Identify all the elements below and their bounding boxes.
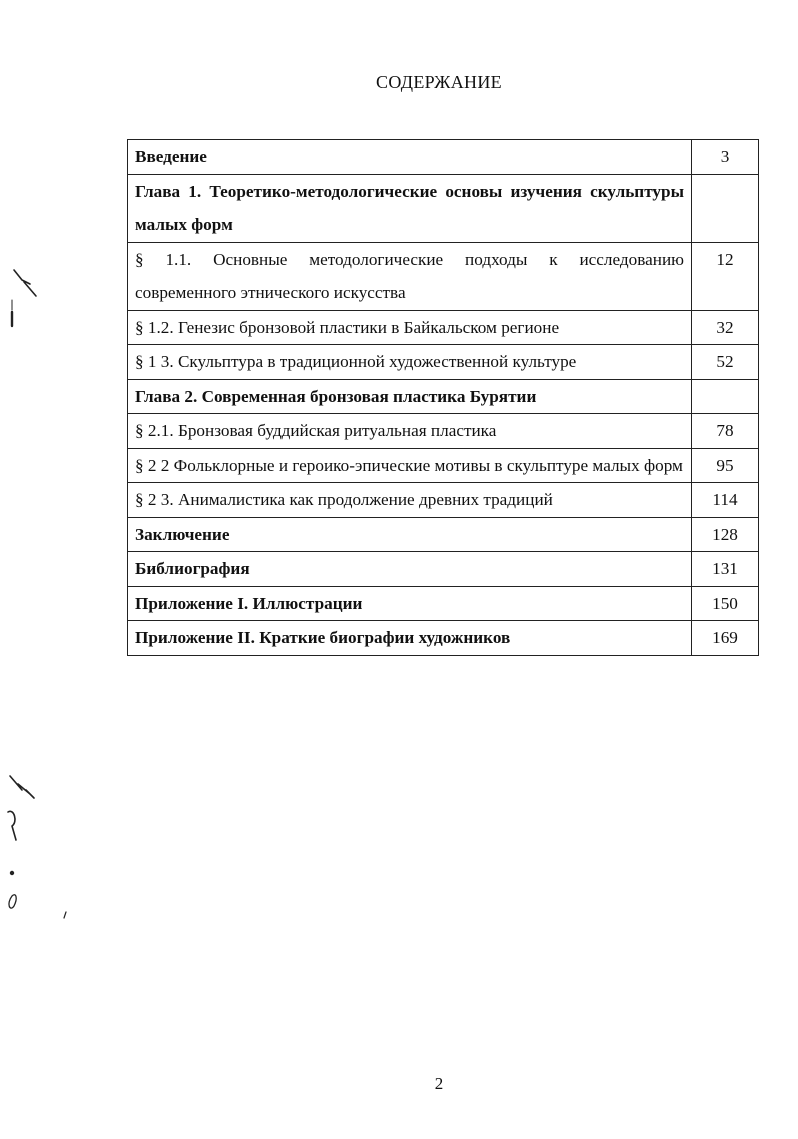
toc-row [128,379,759,414]
toc-row [128,414,759,449]
toc-entry-title: § 2.1. Бронзовая буддийская ритуальная пластика [128,414,692,449]
toc-row [128,448,759,483]
toc-row [128,517,759,552]
toc-entry-title: Библиография [128,552,692,587]
toc-entry-title: Заключение [128,517,692,552]
toc-entry-title: § 2 3. Анималистика как продолжение древних традиций [128,483,692,518]
table-of-contents [127,139,759,656]
toc-entry-title: § 1 3. Скульптура в традиционной художественной культуре [128,345,692,380]
toc-row [128,174,759,242]
toc-row [128,140,759,175]
toc-entry-page: 52 [692,345,759,380]
toc-entry-page: 95 [692,448,759,483]
toc-entry-page [692,174,759,242]
toc-entry-page [692,379,759,414]
scan-artifacts-icon [0,0,90,1139]
toc-entry-title: § 2 2 Фольклорные и героико-эпические мотивы в скульптуре малых форм [128,448,692,483]
toc-row [128,586,759,621]
toc-entry-title: Введение [128,140,692,175]
toc-entry-page: 3 [692,140,759,175]
page-number: 2 [434,1074,444,1093]
toc-entry-page: 12 [692,242,759,310]
toc-entry-title: Глава 1. Теоретико-методологические основы изучения скульптуры малых форм [128,174,692,242]
toc-row [128,552,759,587]
toc-entry-page: 150 [692,586,759,621]
page-title: СОДЕРЖАНИЕ [376,72,502,92]
toc-entry-page: 78 [692,414,759,449]
toc-row [128,310,759,345]
toc-row [128,242,759,310]
toc-row [128,345,759,380]
toc-entry-page: 114 [692,483,759,518]
toc-entry-title: § 1.1. Основные методологические подходы к исследованию современного этнического искусства [128,242,692,310]
toc-row [128,621,759,656]
toc-entry-page: 169 [692,621,759,656]
toc-entry-page: 32 [692,310,759,345]
toc-entry-title: Глава 2. Современная бронзовая пластика Бурятии [128,379,692,414]
toc-entry-page: 128 [692,517,759,552]
toc-entry-title: Приложение II. Краткие биографии художников [128,621,692,656]
toc-entry-page: 131 [692,552,759,587]
toc-row [128,483,759,518]
toc-entry-title: § 1.2. Генезис бронзовой пластики в Байкальском регионе [128,310,692,345]
toc-entry-title: Приложение I. Иллюстрации [128,586,692,621]
